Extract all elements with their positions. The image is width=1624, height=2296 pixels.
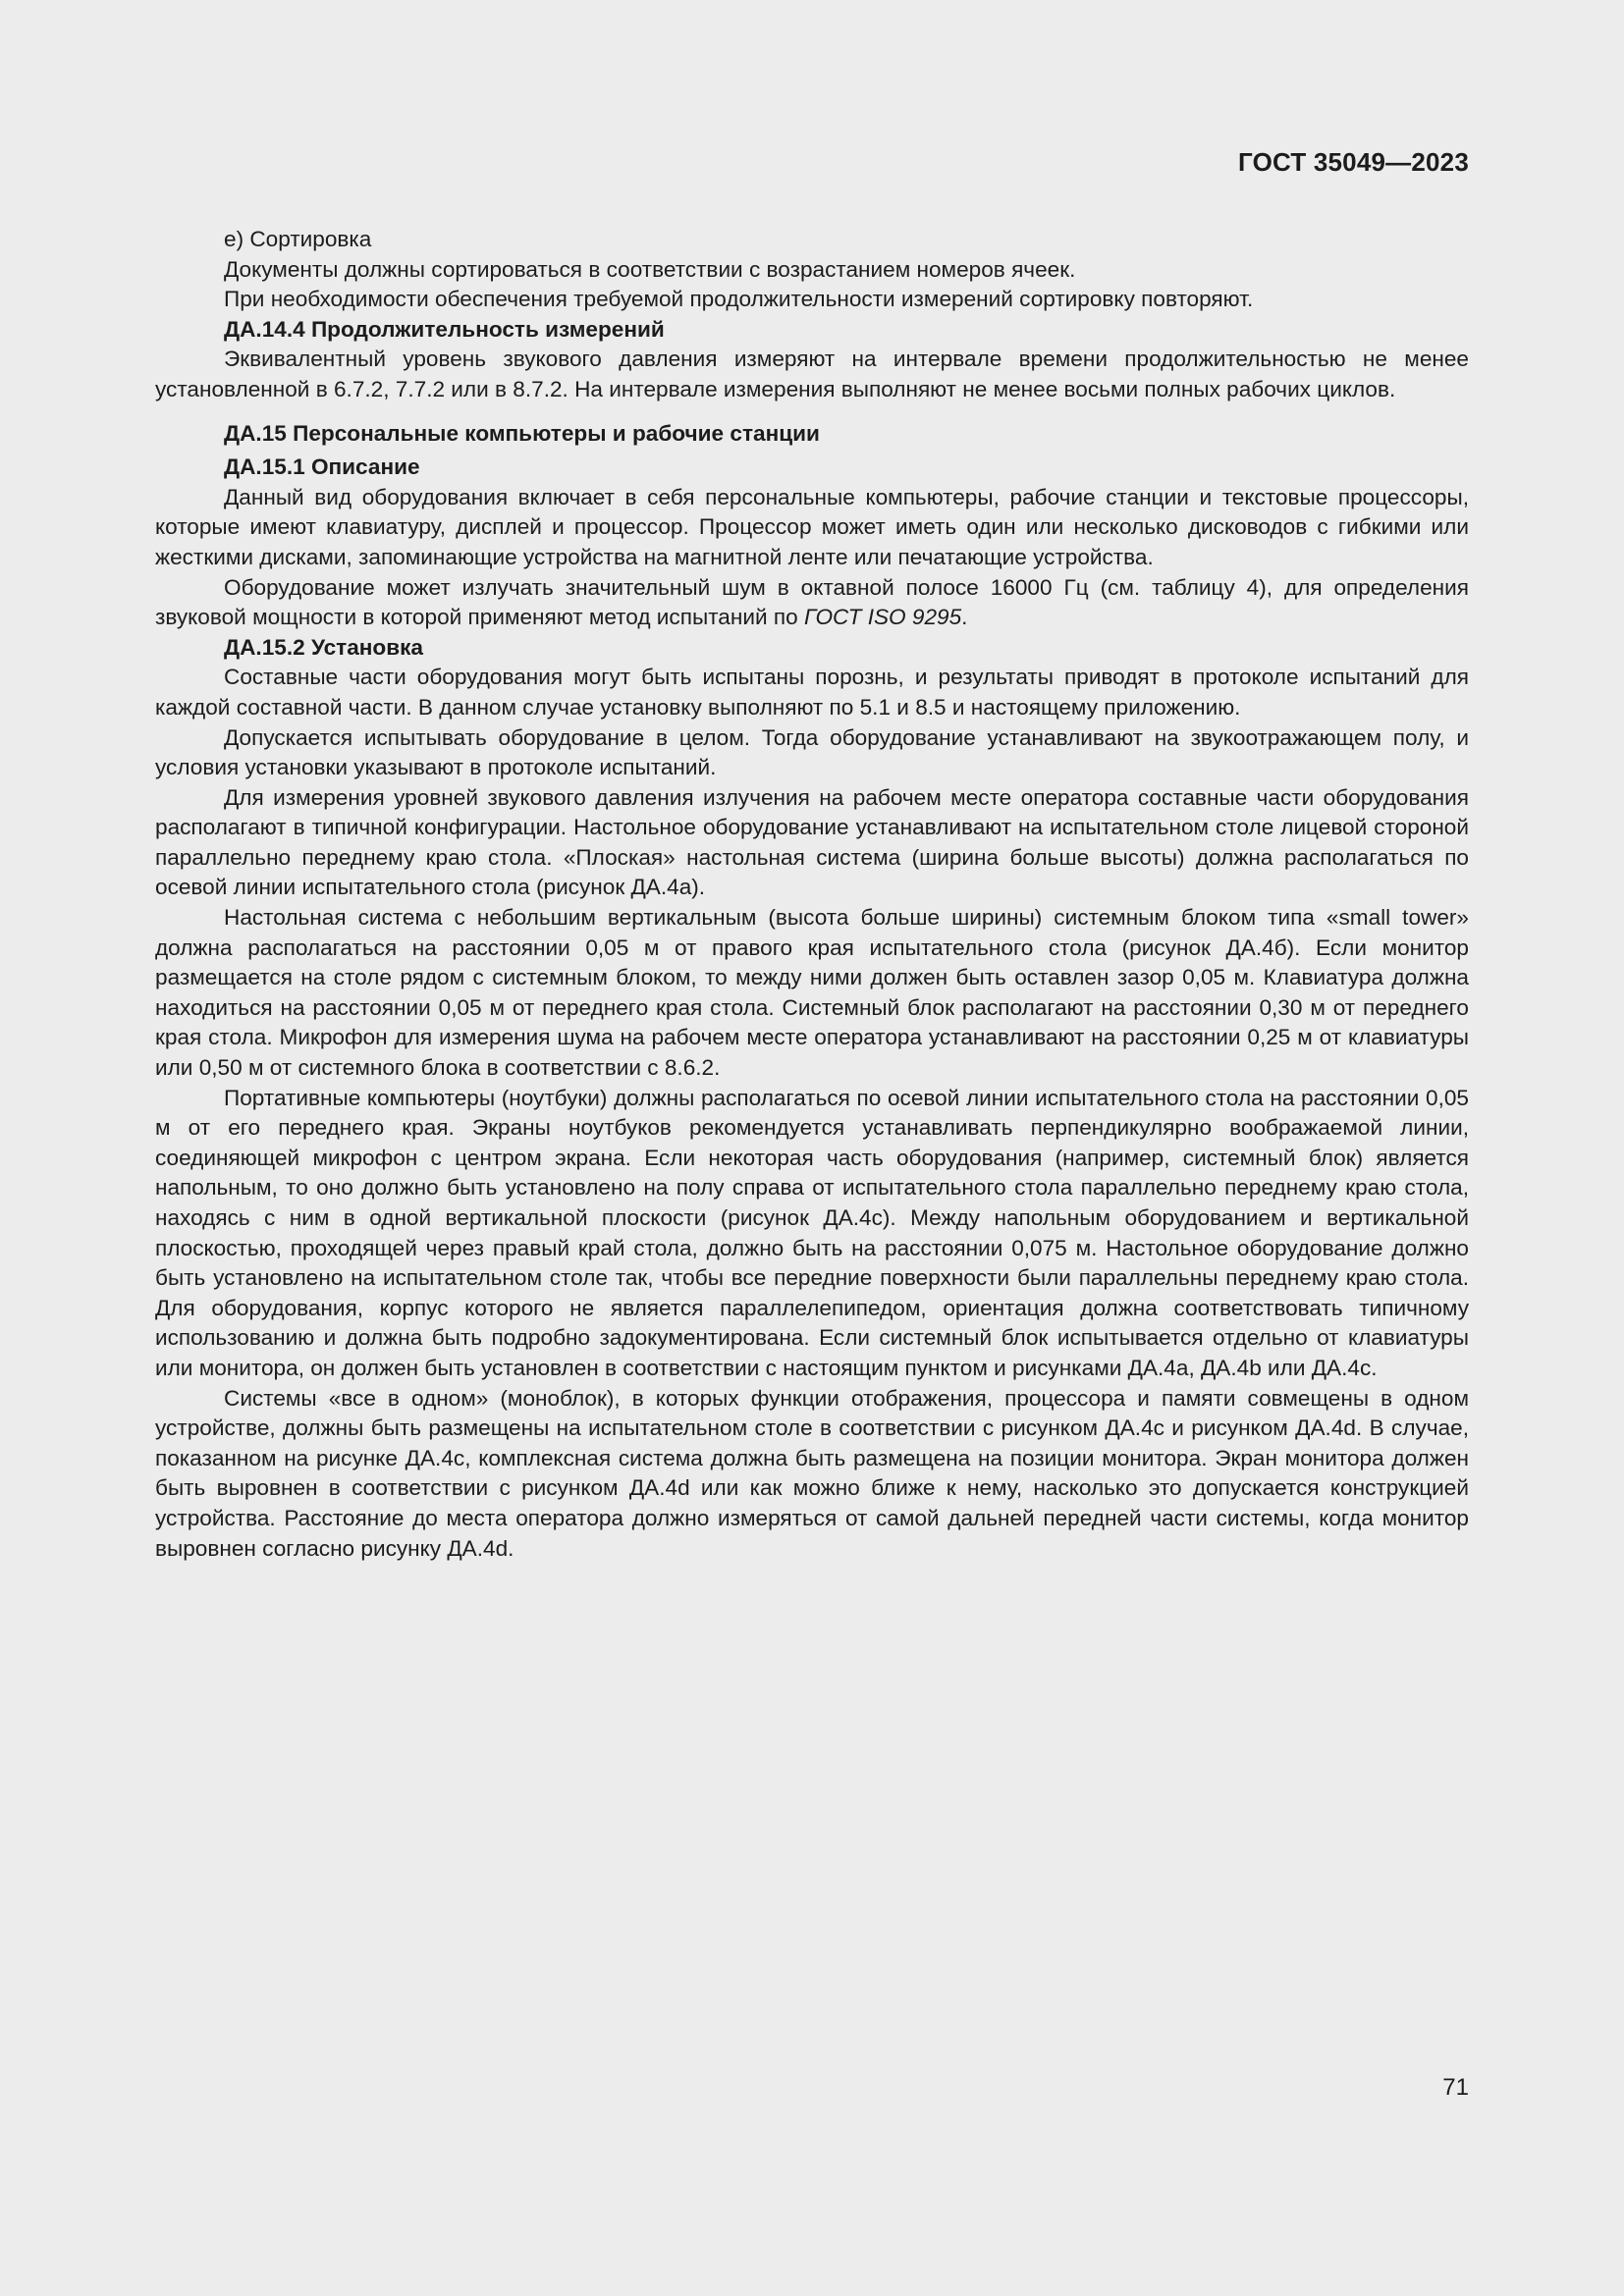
paragraph: е) Сортировка: [224, 227, 372, 251]
document-body: [155, 225, 1469, 1564]
paragraph: Документы должны сортироваться в соответствии с возрастанием номеров ячеек.: [224, 256, 1076, 282]
paragraph-text: .: [961, 605, 968, 630]
paragraph: [155, 573, 1469, 633]
paragraph: Для измерения уровней звукового давления излучения на рабочем месте оператора составные части оборудования располагают в типичной конфигурации. Настольное оборудование устанавливают на испытательном столе лицевой стороной параллельно переднему краю стола. «Плоская» настольная система (ширина больше высоты) должна располагаться по осевой линии испытательного стола (рисунок ДА.4а).: [155, 784, 1469, 900]
section-heading-da-15-2: ДА.15.2 Установка: [224, 634, 423, 660]
paragraph: Допускается испытывать оборудование в целом. Тогда оборудование устанавливают на звукоотражающем полу, и условия установки указывают в протоколе испытаний.: [155, 724, 1469, 780]
paragraph-text: Оборудование может излучать значительный шум в октавной полосе 16000 Гц (см. таблицу 4), для определения звуковой мощности в которой применяют метод испытаний по: [155, 574, 1469, 630]
paragraph: Портативные компьютеры (ноутбуки) должны располагаться по осевой линии испытательного стола на расстоянии 0,05 м от его переднего края. Экраны ноутбуков рекомендуется устанавливать перпендикулярно воображаемой линии, соединяющей микрофон с центром экрана. Если некоторая часть оборудования (например, системный блок) является напольным, то оно должно быть установлено на полу справа от испытательного стола параллельно переднему краю стола, находясь с ним в одной вертикальной плоскости (рисунок ДА.4с). Между напольным оборудованием и вертикальной плоскостью, проходящей через правый край стола, должно быть на расстоянии 0,075 м. Настольное оборудование должно быть установлено на испытательном столе так, чтобы все передние поверхности были параллельны переднему краю стола. Для оборудования, корпус которого не является параллелепипедом, ориентация должна соответствовать типичному использованию и должна быть подробно задокументирована. Если системный блок испытывается отдельно от клавиатуры или монитора, он должен быть установлен в соответствии с настоящим пунктом и рисунками ДА.4а, ДА.4b или ДА.4с.: [155, 1085, 1469, 1380]
standard-reference: ГОСТ ISO 9295: [803, 605, 962, 630]
section-heading-da-15: ДА.15 Персональные компьютеры и рабочие станции: [224, 420, 820, 446]
section-heading-da-15-1: ДА.15.1 Описание: [224, 454, 420, 480]
paragraph: Составные части оборудования могут быть испытаны порознь, и результаты приводят в протоколе испытаний для каждой составной части. В данном случае установку выполняют по 5.1 и 8.5 и настоящему приложению.: [155, 665, 1469, 720]
paragraph: При необходимости обеспечения требуемой продолжительности измерений сортировку повторяют.: [224, 287, 1254, 312]
paragraph: Настольная система с небольшим вертикальным (высота больше ширины) системным блоком типа «small tower» должна располагаться на расстоянии 0,05 м от правого края испытательного стола (рисунок ДА.4б). Если монитор размещается на столе рядом с системным блоком, то между ними должен быть оставлен зазор 0,05 м. Клавиатура должна находиться на расстоянии 0,05 м от переднего края стола. Системный блок располагают на расстоянии 0,30 м от переднего края стола. Микрофон для измерения шума на рабочем месте оператора устанавливают на расстоянии 0,25 м от клавиатуры или 0,50 м от системного блока в соответствии с 8.6.2.: [155, 905, 1469, 1081]
paragraph: Эквивалентный уровень звукового давления измеряют на интервале времени продолжительностью не менее установленной в 6.7.2, 7.7.2 или в 8.7.2. На интервале измерения выполняют не менее восьми полных рабочих циклов.: [155, 347, 1469, 401]
document-id-header: ГОСТ 35049—2023: [1238, 147, 1469, 177]
page-number: 71: [1442, 2074, 1469, 2101]
paragraph: Системы «все в одном» (моноблок), в которых функции отображения, процессора и памяти совмещены в одном устройстве, должны быть размещены на испытательном столе в соответствии с рисунком ДА.4с и рисунком ДА.4d. В случае, показанном на рисунке ДА.4с, комплексная система должна быть размещена на позиции монитора. Экран монитора должен быть выровнен в соответствии с рисунком ДА.4d или как можно ближе к нему, насколько это допускается конструкцией устройства. Расстояние до места оператора должно измеряться от самой дальней передней части системы, когда монитор выровнен согласно рисунку ДА.4d.: [155, 1385, 1469, 1561]
section-heading-da-14-4: ДА.14.4 Продолжительность измерений: [224, 316, 665, 342]
paragraph: Данный вид оборудования включает в себя персональные компьютеры, рабочие станции и текстовые процессоры, которые имеют клавиатуру, дисплей и процессор. Процессор может иметь один или несколько дисководов с гибкими или жесткими дисками, запоминающие устройства на магнитной ленте или печатающие устройства.: [155, 484, 1469, 569]
